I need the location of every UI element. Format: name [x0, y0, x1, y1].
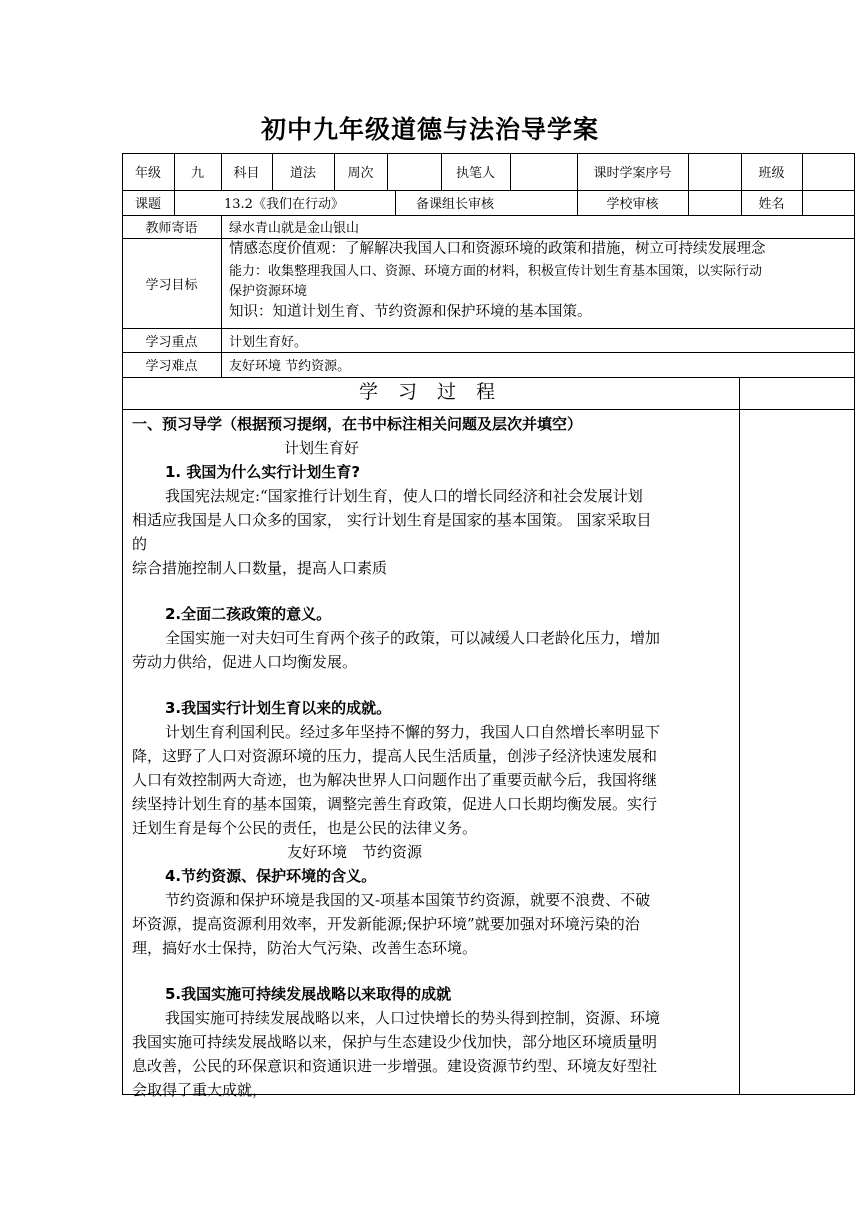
answer-1-line: 综合措施控制人口数量，提高人口素质: [132, 559, 388, 577]
answer-3-line: 人口有效控制两大奇迹，也为解决世界人口问题作出了重要贡献今后，我国将继: [132, 771, 658, 789]
grade-value: 九: [190, 166, 204, 181]
learning-goals: [229, 240, 854, 322]
lesson-value: 13.2《我们在行动》: [224, 197, 344, 212]
section-heading: 一、预习导学（根据预习提纲，在书中标注相关问题及层次并填空）: [132, 415, 583, 433]
page-title: 初中九年级道德与法治导学案: [260, 115, 599, 144]
answer-5-line: 我国实施可持续发展战略以来，人口过快增长的势头得到控制，资源、环境: [165, 1009, 661, 1027]
question-2: 2.全面二孩政策的意义。: [165, 605, 332, 623]
answer-3-line: 迁划生育是每个公民的责任，也是公民的法律义务。: [132, 819, 478, 837]
week-value: [387, 153, 441, 190]
subject-label: 科目: [233, 166, 260, 181]
lesson-number-label: 课时学案序号: [593, 166, 672, 181]
subject-value: 道法: [289, 166, 316, 181]
answer-4-line: 坏资源，提高资源利用效率，开发新能源;保护环境”就要加强对环境污染的治: [132, 915, 640, 933]
goal-ability: 能力：收集整理我国人口、资源、环境方面的材料，积极宣传计划生育基本国策，以实际行动: [229, 264, 763, 279]
answer-3-line: 计划生育利国利民。经过多年坚持不懈的努力，我国人口自然增长率明显下: [165, 723, 661, 741]
difficulty: 友好环境 节约资源。: [229, 359, 351, 374]
goal-knowledge: 知识：知道计划生育、节约资源和保护环境的基本国策。: [229, 304, 592, 320]
question-4: 4.节约资源、保护环境的含义。: [165, 867, 377, 885]
goal-ability-cont: 保护资源环境: [229, 284, 308, 299]
answer-5-line: 息改善，公民的环保意识和资通识进一步增强。建设资源节约型、环境友好型社: [132, 1057, 658, 1075]
week-label: 周次: [347, 166, 374, 181]
subheading-environment: 友好环境 节约资源: [287, 843, 423, 861]
class-value: [802, 153, 855, 190]
answer-5-line: 我国实施可持续发展战略以来，保护与生态建设少伐加快，部分地区环境质量明: [132, 1033, 658, 1051]
answer-3-line: 降，这野了人口对资源环境的压力，提高人民生活质量，创涉子经济快速发展和: [132, 747, 658, 765]
grade-label: 年级: [134, 166, 161, 181]
question-5: 5.我国实施可持续发展战略以来取得的成就: [165, 985, 452, 1003]
author-label: 执笔人: [455, 166, 495, 181]
guided-study-content: [132, 412, 732, 1102]
lesson-number-value: [688, 153, 741, 190]
teacher-message: 绿水青山就是金山银山: [229, 221, 360, 236]
goal-attitude: 情感态度价值观：了解解决我国人口和资源环境的政策和措施，树立可持续发展理念: [229, 241, 766, 257]
answer-1-line: 的: [132, 535, 148, 553]
lesson-label: 课题: [134, 197, 161, 212]
process-title: 学 习 过 程: [358, 381, 503, 403]
answer-5-line: 会取得了重大成就，: [132, 1081, 268, 1099]
group-review-label: 备课组长审核: [415, 197, 494, 212]
name-label: 姓名: [758, 197, 785, 212]
difficulty-label: 学习难点: [145, 359, 198, 374]
key-point-label: 学习重点: [145, 334, 198, 350]
answer-1-line: 相适应我国是人口众多的国家， 实行计划生育是国家的基本国策。 国家采取目: [132, 511, 652, 529]
class-label: 班级: [758, 166, 785, 181]
answer-4-line: 节约资源和保护环境是我国的又-项基本国策节约资源，就要不浪费、不破: [165, 891, 651, 909]
answer-2-line: 劳动力供给，促进人口均衡发展。: [132, 653, 358, 671]
answer-2-line: 全国实施一对夫妇可生育两个孩子的政策，可以减缓人口老龄化压力，增加: [165, 629, 661, 647]
subheading-family-planning: 计划生育好: [284, 439, 360, 457]
answer-4-line: 理，搞好水士保持，防治大气污染、改善生态环境。: [132, 939, 478, 957]
learning-goals-label: 学习目标: [145, 277, 198, 293]
school-review-label: 学校审核: [606, 197, 659, 212]
teacher-message-label: 教师寄语: [145, 221, 198, 236]
question-3: 3.我国实行计划生育以来的成就。: [165, 699, 392, 717]
key-point: 计划生育好。: [229, 334, 308, 350]
answer-1-line: 我国宪法规定:“国家推行计划生育，使人口的增长同经济和社会发展计划: [165, 487, 643, 505]
answer-3-line: 续坚持计划生育的基本国策，调整完善生育政策，促进人口长期均衡发展。实行: [132, 795, 658, 813]
question-1: 1. 我国为什么实行计划生育?: [165, 463, 361, 481]
author-value: [510, 153, 577, 190]
